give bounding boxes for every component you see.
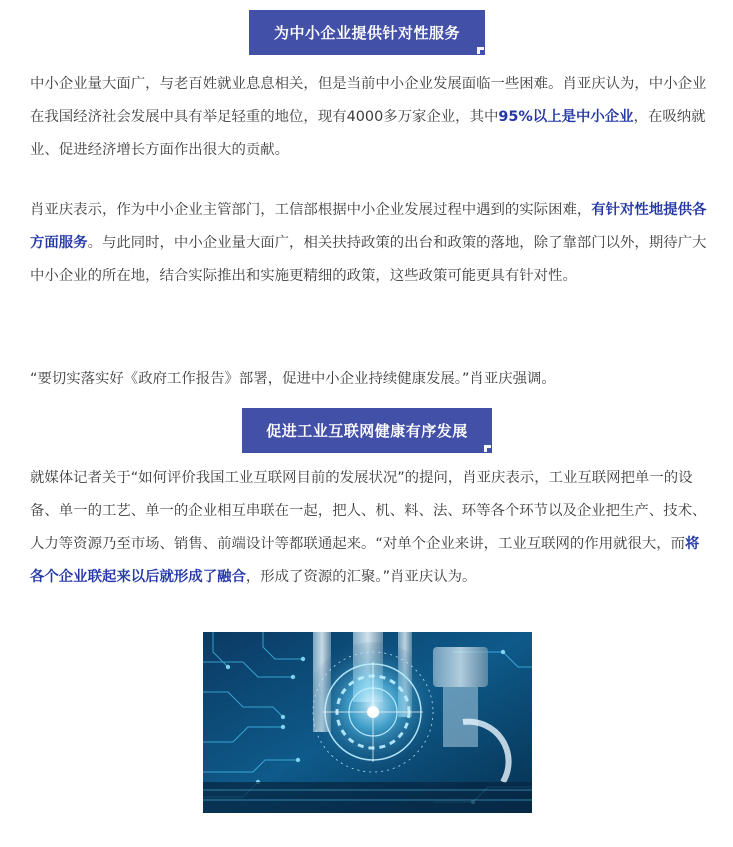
highlight-text: 将各个企业联起来以后就形成了融合 (30, 536, 700, 585)
paragraph-sme-importance (30, 68, 708, 167)
corner-decoration (484, 445, 491, 452)
paragraph-industrial-internet (30, 462, 708, 594)
highlight-text: 95%以上是中小企业 (498, 109, 634, 125)
paragraph-text: ，形成了资源的汇聚。”肖亚庆认为。 (245, 569, 477, 585)
paragraph-text: 肖亚庆表示，作为中小企业主管部门，工信部根据中小企业发展过程中遇到的实际困难， (30, 202, 592, 218)
paragraph-quote (30, 363, 708, 396)
section-heading-text: 为中小企业提供针对性服务 (273, 24, 460, 42)
paragraph-text: 就媒体记者关于“如何评价我国工业互联网目前的发展状况”的提问，肖亚庆表示，工业互联网把单一的设备、单一的工艺、单一的企业相互串联在一起，把人、机、料、法、环等各个环节以及企业把生产、技术、人力等资源乃至市场、销售、前端设计等都联通起来。“对单个企业来讲，工业互联网的作用就很大，而 (30, 470, 707, 552)
corner-decoration (477, 47, 484, 54)
paragraph-text: ，在吸纳就业、促进经济增长方面作出很大的贡献。 (30, 109, 706, 158)
tech-illustration (203, 632, 532, 813)
paragraph-miit-services (30, 194, 708, 293)
section-heading-sme-services (249, 10, 485, 55)
industrial-technology-image (203, 632, 532, 813)
paragraph-text: 。与此同时，中小企业量大面广，相关扶持政策的出台和政策的落地，除了靠部门以外，期待广大中小企业的所在地，结合实际推出和实施更精细的政策，这些政策可能更具有针对性。 (30, 235, 707, 284)
paragraph-text: “要切实落实好《政府工作报告》部署，促进中小企业持续健康发展。”肖亚庆强调。 (30, 371, 556, 387)
highlight-text: 有针对性地提供各方面服务 (30, 202, 707, 251)
section-heading-text: 促进工业互联网健康有序发展 (266, 422, 468, 440)
paragraph-text: 中小企业量大面广，与老百姓就业息息相关，但是当前中小企业发展面临一些困难。肖亚庆认为，中小企业在我国经济社会发展中具有举足轻重的地位，现有4000多万家企业，其中 (30, 76, 707, 125)
section-heading-industrial-internet (242, 408, 492, 453)
